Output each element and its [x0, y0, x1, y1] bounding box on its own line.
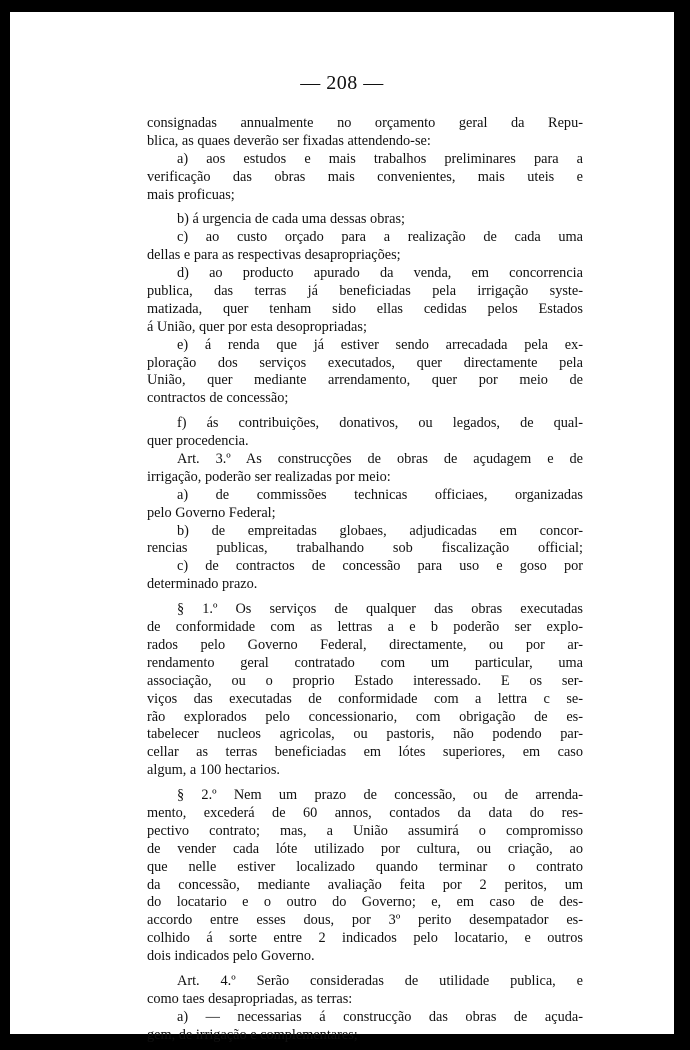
text-line: rencias publicas, trabalhando sob fiscalização official; — [147, 540, 583, 557]
text-line: gem, de irrigação e complementares; — [147, 1026, 358, 1043]
text-line: da concessão, mediante avaliação feita por 2 peritos, um — [147, 876, 583, 893]
text-line: algum, a 100 hectarios. — [147, 762, 281, 779]
text-line: consignadas annualmente no orçamento geral da Repu- — [147, 115, 583, 131]
text-line: União, quer mediante arrendamento, quer por meio de — [147, 372, 583, 389]
text-line: b) de empreitadas globaes, adjudicadas em concor- — [177, 522, 583, 539]
text-line: determinado prazo. — [147, 576, 258, 593]
text-line: quer procedencia. — [147, 433, 249, 450]
text-line: que nelle estiver localizado quando terminar o contrato — [147, 858, 583, 875]
text-line: verificação das obras mais convenientes, mais uteis e — [147, 168, 583, 185]
text-line: publica, das terras já beneficiadas pela irrigação syste- — [147, 283, 583, 300]
text-line: Art. 4.º Serão consideradas de utilidade publica, e — [177, 972, 583, 989]
text-line: pelo Governo Federal; — [147, 504, 276, 521]
text-line: dellas e para as respectivas desapropriações; — [147, 247, 401, 264]
text-line: rados pelo Governo Federal, directamente, ou por ar- — [147, 636, 583, 653]
text-line: e) á renda que já estiver sendo arrecadada pela ex- — [177, 336, 583, 353]
text-line: colhido á sorte entre 2 indicados pelo locatario, e outros — [147, 930, 583, 947]
text-line: contractos de concessão; — [147, 390, 289, 407]
text-line: c) ao custo orçado para a realização de cada uma — [177, 229, 583, 246]
text-line: pectivo contrato; mas, a União assumirá o compromisso — [147, 822, 583, 839]
text-line: § 1.º Os serviços de qualquer das obras executadas — [177, 601, 583, 618]
text-line: a) de commissões technicas officiaes, organizadas — [177, 486, 583, 503]
text-line: rão explorados pelo concessionario, com obrigação de es- — [147, 708, 583, 725]
text-line: a) — necessarias á construcção das obras de açuda- — [177, 1008, 583, 1025]
page-number: — 208 — — [300, 72, 384, 94]
text-line: blica, as quaes deverão ser fixadas attendendo-se: — [147, 132, 431, 149]
text-line: d) ao producto apurado da venda, em concorrencia — [177, 265, 583, 282]
text-line: accordo entre esses dous, por 3º perito desempatador es- — [147, 912, 583, 929]
text-line: dois indicados pelo Governo. — [147, 948, 315, 965]
text-line: matizada, quer tenham sido ellas cedidas pelos Estados — [147, 300, 583, 317]
text-line: viços das executadas de conformidade com a lettra c se- — [147, 690, 583, 707]
text-line: ploração dos serviços executados, quer directamente pela — [147, 354, 583, 371]
text-line: de vender cada lóte utilizado por cultura, ou criação, ao — [147, 840, 583, 857]
text-line: cellar as terras beneficiadas em lótes superiores, em caso — [147, 744, 583, 761]
text-line: c) de contractos de concessão para uso e goso por — [177, 558, 583, 575]
text-line: b) á urgencia de cada uma dessas obras; — [177, 211, 405, 228]
text-line: mais proficuas; — [147, 186, 235, 203]
text-line: do locatario e o outro do Governo; e, em caso de des- — [147, 894, 583, 911]
text-line: tabelecer nucleos agricolas, ou pastoris, não podendo par- — [147, 726, 583, 743]
text-line: rendamento geral contratado com um particular, uma — [147, 654, 583, 671]
text-line: irrigação, poderão ser realizadas por meio: — [147, 468, 391, 485]
text-line: Art. 3.º As construcções de obras de açudagem e de — [177, 451, 583, 468]
text-line: de conformidade com as lettras a e b poderão ser explo- — [147, 619, 583, 636]
text-line: § 2.º Nem um prazo de concessão, ou de arrenda- — [177, 787, 583, 804]
document-page — [10, 12, 674, 1043]
text-line: a) aos estudos e mais trabalhos preliminares para a — [177, 150, 583, 167]
text-line: f) ás contribuições, donativos, ou legados, de qual- — [177, 415, 583, 432]
text-line: á União, quer por esta desopropriadas; — [147, 318, 367, 335]
text-line: mento, excederá de 60 annos, contados da data do res- — [147, 804, 583, 821]
body-text — [147, 115, 583, 1045]
text-line: associação, ou o proprio Estado interessado. E os ser- — [147, 672, 583, 689]
text-line: como taes desapropriadas, as terras: — [147, 990, 353, 1007]
